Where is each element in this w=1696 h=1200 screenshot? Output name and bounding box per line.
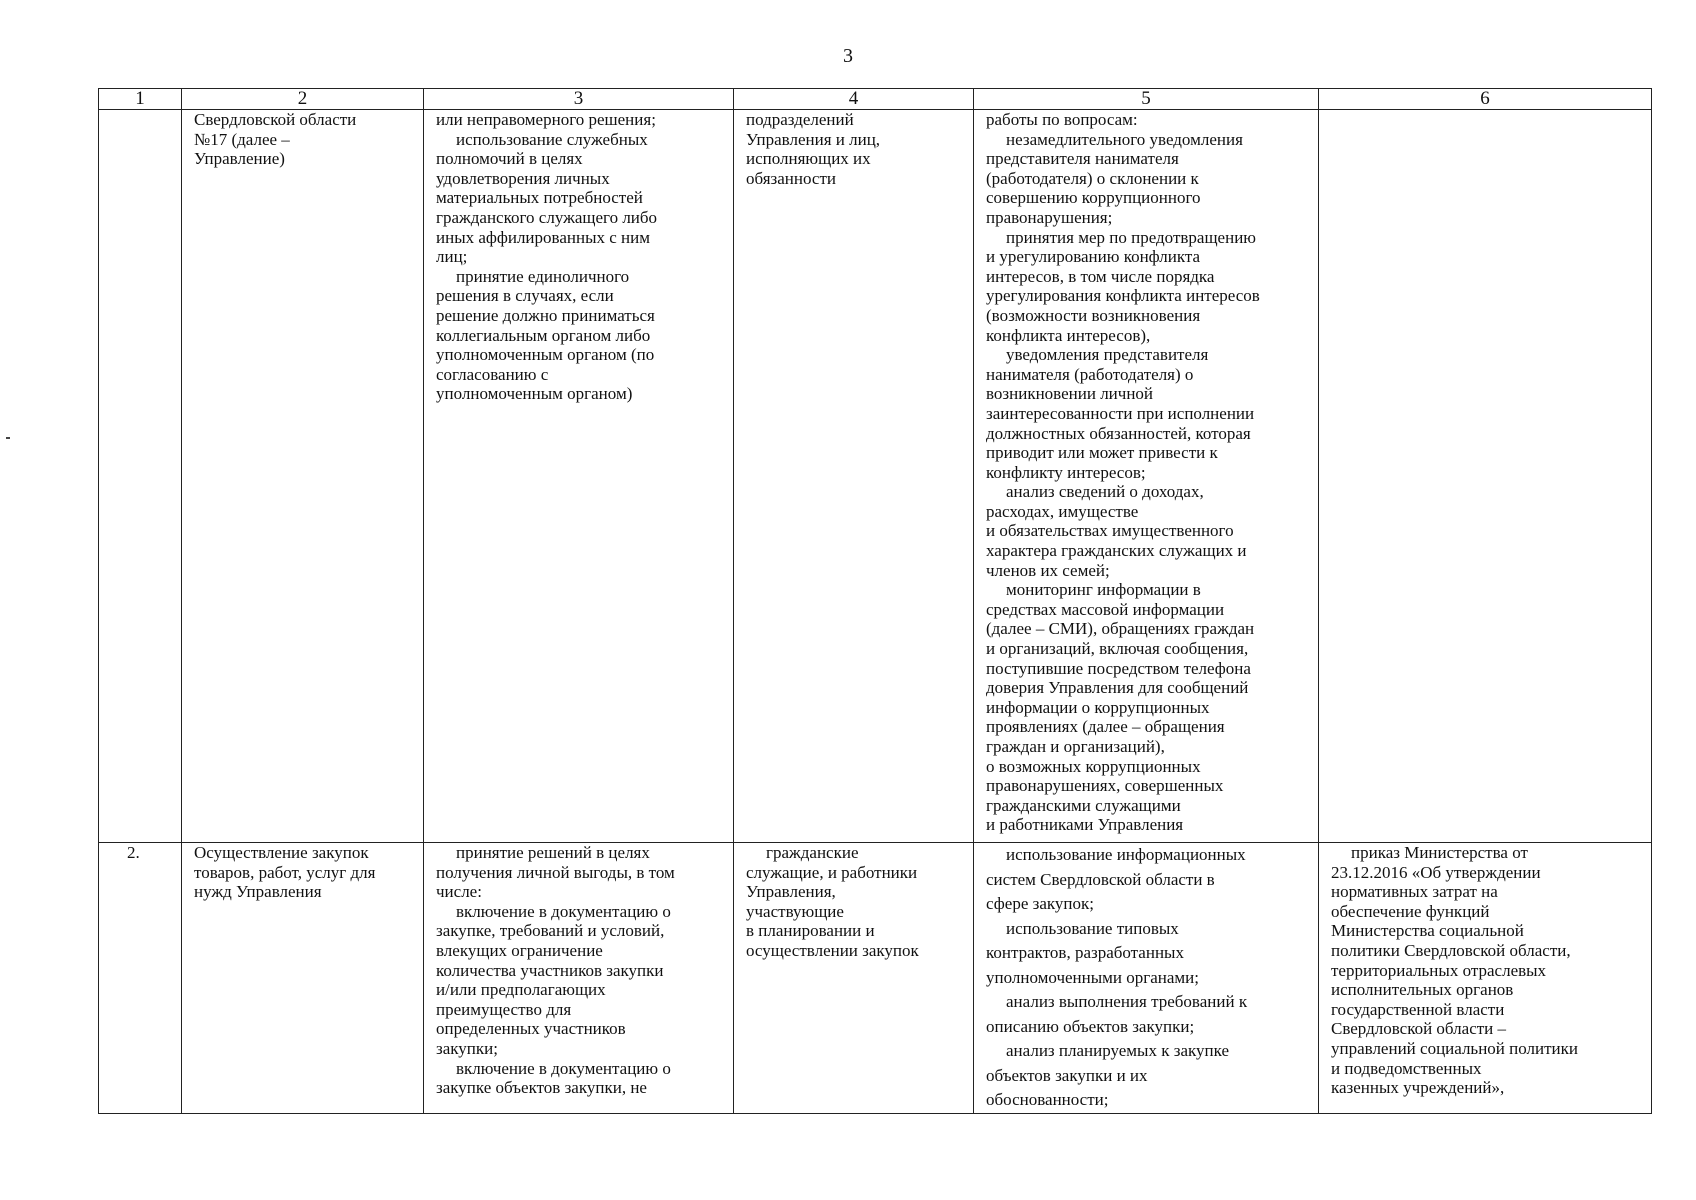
cell-line: количества участников закупки [436, 960, 664, 980]
risk-table [98, 88, 1652, 1114]
header-row [99, 89, 1652, 110]
cell-line: казенных учреждений», [1331, 1078, 1505, 1098]
table-cell-col-5 [974, 843, 1319, 1114]
cell-line: Управления и лиц, [746, 129, 881, 149]
scan-mark [6, 437, 10, 439]
cell-line: и урегулированию конфликта [986, 247, 1201, 267]
cell-line: обоснованности; [986, 1090, 1109, 1109]
table-cell-col-4 [734, 843, 974, 1114]
cell-line: приказ Министерства от [1351, 843, 1528, 862]
cell-line: гражданского служащего либо [436, 207, 658, 227]
cell-line: определенных участников [436, 1019, 626, 1039]
cell-line: иных аффилированных с ним [436, 227, 650, 247]
cell-line: исполнительных органов [1331, 980, 1514, 1000]
cell-line: уполномоченным органом (по [436, 345, 655, 365]
table-cell-col-5 [974, 110, 1319, 843]
cell-line: возникновении личной [986, 384, 1154, 404]
cell-line: лиц; [436, 247, 468, 267]
cell-line: мониторинг информации в [1006, 580, 1201, 600]
cell-line: доверия Управления для сообщений [986, 678, 1249, 698]
cell-line: правонарушениях, совершенных [986, 776, 1224, 796]
cell-line: и организаций, включая сообщения, [986, 639, 1249, 659]
cell-line: правонарушения; [986, 207, 1113, 227]
cell-line: нанимателя (работодателя) о [986, 364, 1194, 384]
cell-line: управлений социальной политики [1331, 1038, 1578, 1058]
cell-line: гражданские [766, 843, 859, 862]
cell-line: участвующие [746, 901, 844, 921]
cell-line: уведомления представителя [1006, 345, 1209, 365]
cell-line: числе: [436, 882, 482, 902]
cell-line: граждан и организаций), [986, 737, 1165, 756]
cell-line: закупке, требований и условий, [436, 921, 665, 941]
header-col-4: 4 [734, 89, 974, 110]
cell-line: представителя нанимателя [986, 149, 1179, 169]
cell-line: принятие решений в целях [456, 843, 650, 862]
cell-line: полномочий в целях [436, 149, 583, 169]
table-cell-col-2 [182, 843, 424, 1114]
cell-line: преимущество для [436, 999, 572, 1019]
cell-line: Управление) [194, 149, 285, 169]
cell-line: удовлетворения личных [436, 168, 610, 188]
cell-line: в планировании и [746, 921, 875, 941]
cell-line: решения в случаях, если [436, 286, 614, 306]
cell-line: конфликта интересов), [986, 325, 1151, 345]
table-cell-col-1 [99, 843, 182, 1114]
cell-line: интересов, в том числе порядка [986, 266, 1215, 286]
cell-line: нужд Управления [194, 882, 322, 902]
cell-line: Осуществление закупок [194, 843, 369, 862]
table-cell-col-1 [99, 110, 182, 843]
cell-line: использование информационных [1006, 845, 1246, 864]
cell-line: Управления, [746, 882, 836, 902]
table-cell-col-4 [734, 110, 974, 843]
cell-line: коллегиальным органом либо [436, 325, 651, 345]
cell-line: поступившие посредством телефона [986, 658, 1251, 678]
cell-line: (работодателя) о склонении к [986, 168, 1199, 188]
cell-text: 2. [127, 843, 140, 862]
cell-line: закупки; [436, 1038, 498, 1058]
cell-line: товаров, работ, услуг для [194, 862, 376, 882]
cell-line: незамедлительного уведомления [1006, 129, 1243, 149]
cell-line: информации о коррупционных [986, 697, 1210, 717]
cell-line: членов их семей; [986, 560, 1110, 580]
cell-line: Свердловской области – [1331, 1019, 1507, 1039]
header-col-6: 6 [1319, 89, 1652, 110]
cell-line: гражданскими служащими [986, 795, 1181, 815]
cell-line: использование типовых [1006, 918, 1179, 938]
cell-line: согласованию с [436, 364, 549, 384]
cell-line: расходах, имуществе [986, 501, 1139, 521]
cell-line: и обязательствах имущественного [986, 521, 1234, 541]
cell-line: анализ выполнения требований к [1006, 992, 1248, 1011]
cell-line: обязанности [746, 168, 836, 188]
cell-line: включение в документацию о [456, 1058, 671, 1078]
cell-line: контрактов, разработанных [986, 943, 1184, 962]
cell-line: и подведомственных [1331, 1058, 1482, 1078]
cell-line: Министерства социальной [1331, 921, 1524, 941]
cell-line: объектов закупки и их [986, 1065, 1148, 1085]
cell-line: подразделений [746, 110, 854, 129]
cell-line: использование служебных [456, 129, 648, 149]
cell-line: политики Свердловской области, [1331, 940, 1571, 960]
cell-line: включение в документацию о [456, 901, 671, 921]
cell-line: уполномоченным органом) [436, 384, 633, 404]
cell-line: анализ сведений о доходах, [1006, 482, 1204, 502]
cell-line: работы по вопросам: [986, 110, 1138, 129]
cell-line: характера гражданских служащих и [986, 541, 1247, 561]
cell-line: государственной власти [1331, 999, 1505, 1019]
header-col-3: 3 [424, 89, 734, 110]
cell-line: совершению коррупционного [986, 188, 1201, 208]
cell-line: (возможности возникновения [986, 305, 1201, 325]
cell-line: закупке объектов закупки, не [436, 1078, 647, 1098]
cell-line: конфликту интересов; [986, 462, 1146, 482]
cell-line: служащие, и работники [746, 862, 918, 882]
cell-line: решение должно приниматься [436, 305, 655, 325]
header-col-5: 5 [974, 89, 1319, 110]
table-cell-col-3 [424, 110, 734, 843]
header-col-2: 2 [182, 89, 424, 110]
cell-line: систем Свердловской области в [986, 869, 1215, 889]
cell-line: нормативных затрат на [1331, 882, 1498, 902]
cell-line: описанию объектов закупки; [986, 1016, 1195, 1036]
cell-line: принятие единоличного [456, 266, 630, 286]
cell-line: принятия мер по предотвращению [1006, 227, 1256, 247]
cell-line: (далее – СМИ), обращениях граждан [986, 619, 1255, 639]
page-number: 3 [843, 45, 853, 67]
cell-line: приводит или может привести к [986, 443, 1218, 463]
cell-line: Свердловской области [194, 110, 357, 129]
cell-line: №17 (далее – [194, 129, 290, 149]
table-cell-col-2 [182, 110, 424, 843]
table-row [99, 110, 1652, 843]
table-cell-col-6 [1319, 843, 1652, 1114]
cell-line: и/или предполагающих [436, 980, 606, 1000]
table-cell-col-3 [424, 843, 734, 1114]
cell-line: исполняющих их [746, 149, 871, 169]
cell-line: влекущих ограничение [436, 940, 603, 960]
cell-line: обеспечение функций [1331, 901, 1490, 921]
cell-line: заинтересованности при исполнении [986, 403, 1255, 423]
cell-line: средствах массовой информации [986, 599, 1225, 619]
cell-line: должностных обязанностей, которая [986, 423, 1251, 443]
cell-line: территориальных отраслевых [1331, 960, 1547, 980]
cell-line: уполномоченными органами; [986, 967, 1200, 987]
cell-line: анализ планируемых к закупке [1006, 1041, 1230, 1060]
header-col-1: 1 [99, 89, 182, 110]
table-row [99, 843, 1652, 1114]
cell-line: сфере закупок; [986, 894, 1094, 913]
cell-line: урегулирования конфликта интересов [986, 286, 1260, 306]
cell-line: осуществлении закупок [746, 940, 919, 960]
table-cell-col-6 [1319, 110, 1652, 843]
cell-line: и работниками Управления [986, 815, 1184, 835]
cell-line: 23.12.2016 «Об утверждении [1331, 862, 1541, 882]
cell-line: проявлениях (далее – обращения [986, 717, 1225, 737]
cell-line: о возможных коррупционных [986, 756, 1201, 776]
cell-line: материальных потребностей [436, 188, 643, 208]
cell-line: получения личной выгоды, в том [436, 862, 675, 882]
cell-line: или неправомерного решения; [436, 110, 656, 129]
